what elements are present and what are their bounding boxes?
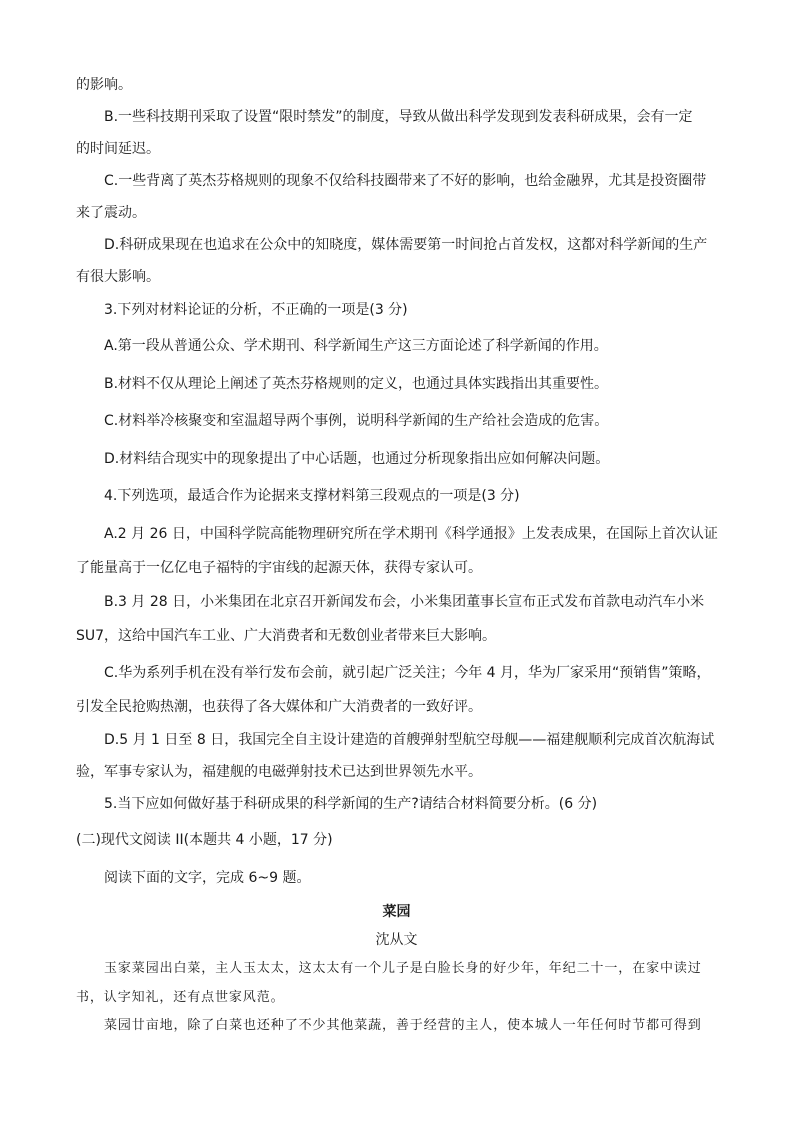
q4-option-b: B.3 月 28 日，小米集团在北京召开新闻发布会，小米集团董事长宣布正式发布首款电动汽车小米 [104, 594, 705, 610]
text-line: 了能量高于一亿亿电子福特的宇宙线的起源天体，获得专家认可。 [76, 560, 482, 576]
story-paragraph-line: 书，认字知礼，还有点世家风范。 [76, 990, 285, 1005]
option-d-text: D.科研成果现在也追求在公众中的知晓度，媒体需要第一时间抢占首发权，这都对科学新闻的生产 [104, 237, 708, 253]
story-paragraph-line: 玉家菜园出白菜，主人玉太太，这太太有一个儿子是白脸长身的好少年，年纪二十一，在家中读过 [104, 961, 702, 976]
question-3: 3.下列对材料论证的分析，不正确的一项是(3 分) [104, 302, 408, 318]
q4-option-a: A.2 月 26 日，中国科学院高能物理研究所在学术期刊《科学通报》上发表成果，在国际上首次认证 [104, 526, 718, 542]
question-4: 4.下列选项，最适合作为论据来支撑材料第三段观点的一项是(3 分) [104, 488, 520, 504]
text-line: 的影响。 [76, 77, 132, 93]
story-paragraph-line: 菜园廿亩地，除了白菜也还种了不少其他菜蔬，善于经营的主人，使本城人一年任何时节都可得到 [104, 1018, 702, 1033]
q3-option-b: B.材料不仅从理论上阐述了英杰芬格规则的定义，也通过具体实践指出其重要性。 [104, 376, 609, 392]
q3-option-c: C.材料举冷核聚变和室温超导两个事例，说明科学新闻的生产给社会造成的危害。 [104, 413, 609, 429]
option-b-text: B.一些科技期刊采取了设置“限时禁发”的制度，导致从做出科学发现到发表科研成果，会有一定 [104, 109, 693, 125]
q3-option-d: D.材料结合现实中的现象提出了中心话题，也通过分析现象指出应如何解决问题。 [104, 451, 610, 467]
story-author: 沈从文 [375, 932, 418, 948]
q4-option-c: C.华为系列手机在没有举行发布会前，就引起广泛关注；今年 4 月，华为厂家采用“预销售”策略， [104, 665, 711, 681]
q4-option-d: D.5 月 1 日至 8 日，我国完全自主设计建造的首艘弹射型航空母舰——福建舰顺利完成首次航海试 [104, 732, 715, 748]
text-line: 验，军事专家认为，福建舰的电磁弹射技术已达到世界领先水平。 [76, 764, 482, 780]
reading-instruction: 阅读下面的文字，完成 6~9 题。 [104, 870, 311, 886]
text-line: 的时间延迟。 [76, 141, 160, 157]
section-heading: (二)现代文阅读 II(本题共 4 小题，17 分) [76, 832, 333, 848]
option-c-text: C.一些背离了英杰芬格规则的现象不仅给科技圈带来了不好的影响，也给金融界，尤其是投资圈带 [104, 173, 707, 189]
q3-option-a: A.第一段从普通公众、学术期刊、科学新闻生产这三方面论述了科学新闻的作用。 [104, 338, 608, 354]
text-line: SU7，这给中国汽车工业、广大消费者和无数创业者带来巨大影响。 [76, 628, 497, 644]
question-5: 5.当下应如何做好基于科研成果的科学新闻的生产?请结合材料简要分析。(6 分) [104, 796, 598, 812]
text-line: 引发全民抢购热潮，也获得了各大媒体和广大消费者的一致好评。 [76, 699, 482, 715]
text-line: 来了震动。 [76, 205, 146, 221]
text-line: 有很大影响。 [76, 269, 160, 285]
story-title: 菜园 [382, 904, 411, 920]
